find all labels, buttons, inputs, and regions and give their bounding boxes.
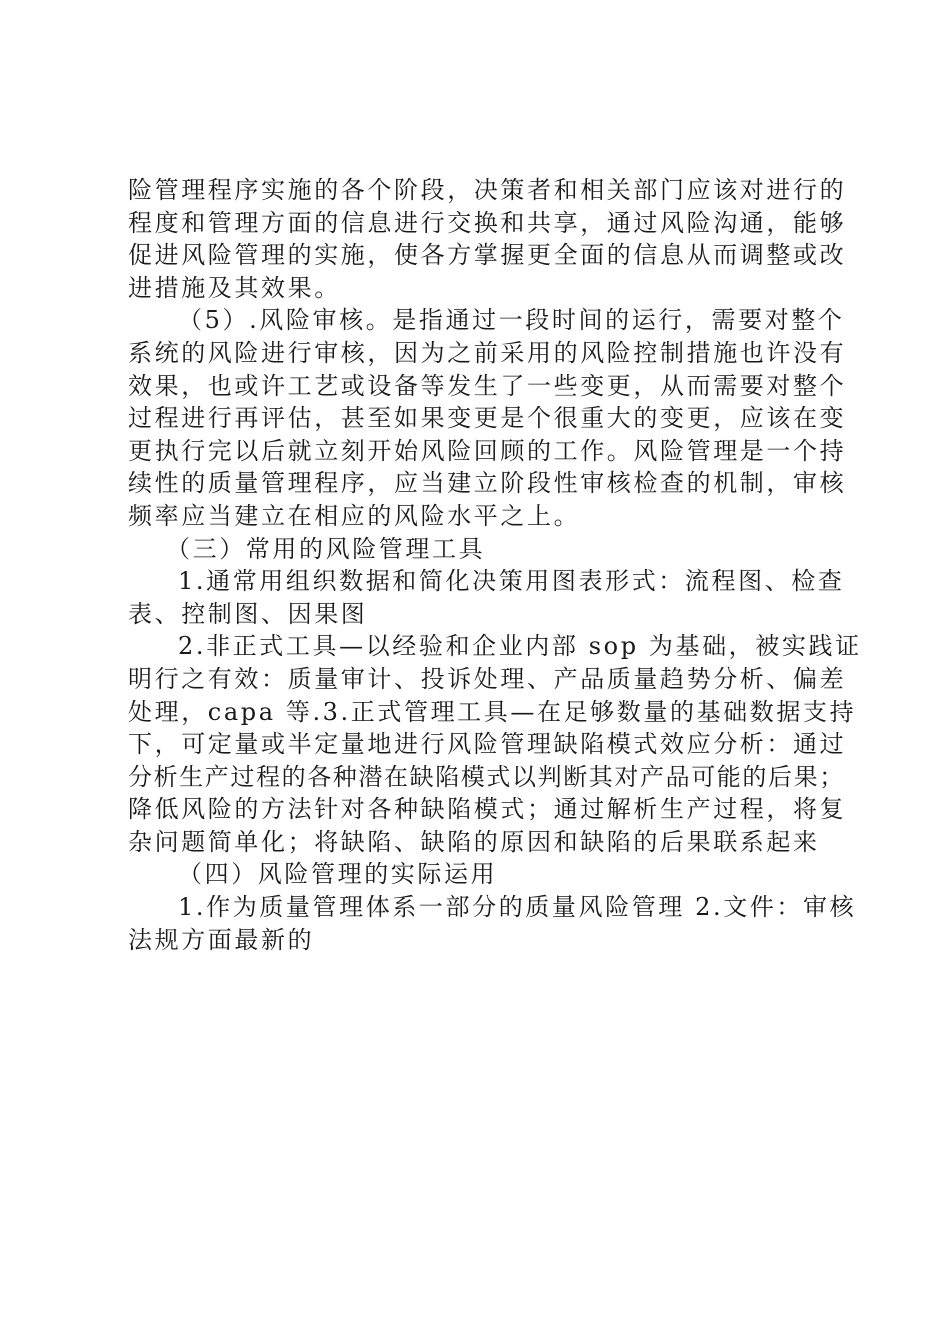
text-line: 促进风险管理的实施，使各方掌握更全面的信息从而调整或改 xyxy=(128,241,847,270)
text-line: 续性的质量管理程序，应当建立阶段性审核检查的机制，审核 xyxy=(128,469,847,498)
text-line: 1.通常用组织数据和简化决策用图表形式：流程图、检查 xyxy=(178,567,845,596)
text-line: 下，可定量或半定量地进行风险管理缺陷模式效应分析：通过 xyxy=(128,730,847,759)
paragraph-tool-1 xyxy=(128,565,845,630)
text-line: 法规方面最新的 xyxy=(128,925,315,954)
text-line: 险管理程序实施的各个阶段，决策者和相关部门应该对进行的 xyxy=(128,176,847,204)
paragraph-risk-communication xyxy=(128,174,847,304)
text-line: 明行之有效：质量审计、投诉处理、产品质量趋势分析、偏差 xyxy=(128,664,847,693)
text-line: 进措施及其效果。 xyxy=(128,273,341,302)
document-body xyxy=(128,174,862,956)
paragraph-tool-2 xyxy=(128,630,862,858)
paragraph-risk-review xyxy=(128,304,847,532)
text-line: 更执行完以后就立刻开始风险回顾的工作。风险管理是一个持 xyxy=(128,436,847,465)
text-line: 频率应当建立在相应的风险水平之上。 xyxy=(128,501,581,530)
text-line: 1.作为质量管理体系一部分的质量风险管理 2.文件：审核 xyxy=(178,893,857,922)
text-line: 分析生产过程的各种潜在缺陷模式以判断其对产品可能的后果； xyxy=(128,762,845,791)
text-line: 程度和管理方面的信息进行交换和共享，通过风险沟通，能够 xyxy=(128,208,847,237)
text-line: 表、控制图、因果图 xyxy=(128,599,368,628)
heading-text: （三）常用的风险管理工具 xyxy=(166,534,486,563)
text-line: 2.非正式工具—以经验和企业内部 sop 为基础，被实践证 xyxy=(178,632,862,661)
section-heading-application xyxy=(128,858,833,891)
text-line: 效果，也或许工艺或设备等发生了一些变更，从而需要对整个 xyxy=(128,371,847,400)
text-line: 系统的风险进行审核，因为之前采用的风险控制措施也许没有 xyxy=(128,338,847,367)
text-line: 杂问题简单化；将缺陷、缺陷的原因和缺陷的后果联系起来 xyxy=(128,827,820,856)
heading-text: （四）风险管理的实际运用 xyxy=(178,860,498,889)
section-heading-tools xyxy=(128,533,833,566)
text-line: 处理，capa 等.3.正式管理工具—在足够数量的基础数据支持 xyxy=(128,697,857,726)
text-line: 降低风险的方法针对各种缺陷模式；通过解析生产过程，将复 xyxy=(128,795,847,824)
paragraph-application-1 xyxy=(128,891,857,956)
text-line: （5）.风险审核。是指通过一段时间的运行，需要对整个 xyxy=(178,306,845,335)
text-line: 过程进行再评估，甚至如果变更是个很重大的变更，应该在变 xyxy=(128,404,847,433)
